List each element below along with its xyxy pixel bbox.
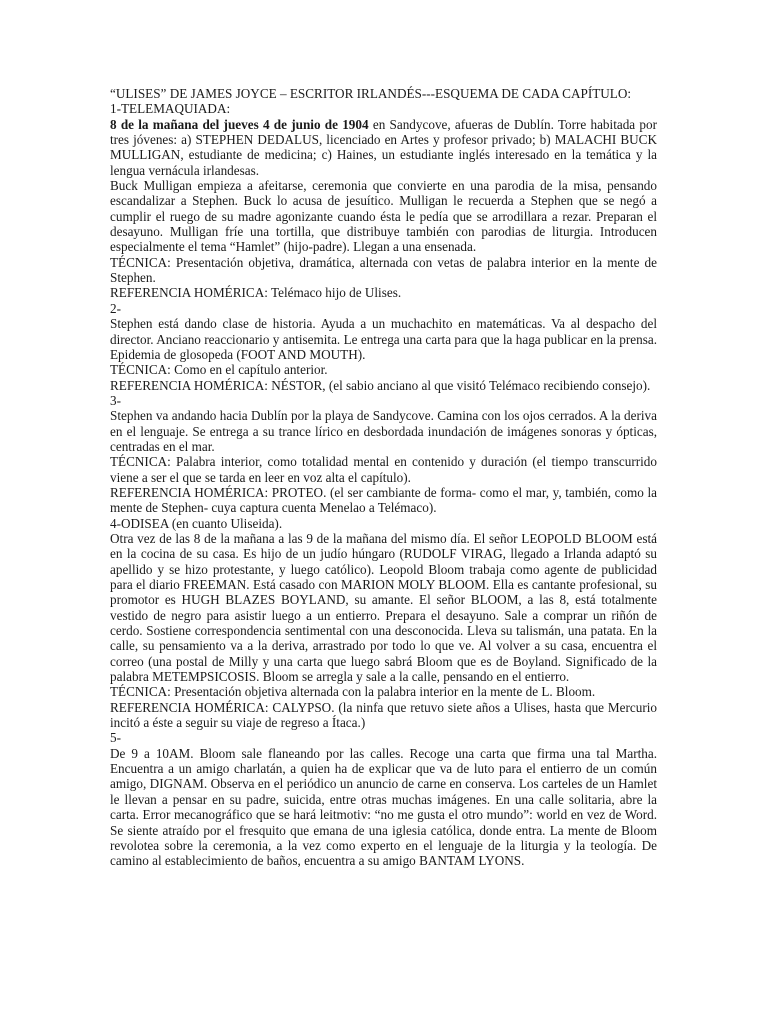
chapter-4-referencia: REFERENCIA HOMÉRICA: CALYPSO. (la ninfa que retuvo siete años a Ulises, hasta que Mercurio incitó a éste a seguir su viaje de regreso a Ítaca.) <box>110 699 657 731</box>
chapter-2-summary: Stephen está dando clase de historia. Ayuda a un muchachito en matemáticas. Va al despacho del director. Anciano reaccionario y antisemita. Le entrega una carta para que la haga publicar en la prensa. Epidemia de glosopeda (FOOT AND MOUTH). <box>110 316 657 362</box>
chapter-2-tecnica: TÉCNICA: Como en el capítulo anterior. <box>110 362 328 378</box>
document-page <box>110 86 657 869</box>
chapter-3-tecnica: TÉCNICA: Palabra interior, como totalidad mental en contenido y duración (el tiempo transcurrido viene a ser el que se tarda en leer en voz alta el capítulo). <box>110 454 657 485</box>
chapter-5-summary: De 9 a 10AM. Bloom sale flaneando por las calles. Recoge una carta que firma una tal Martha. Encuentra a un amigo charlatán, a quien ha de explicar que va de luto para el entierro de un común amigo, DIGNAM. Observa en el periódico un anuncio de carne en conserva. Los carteles de un Hamlet le llevan a pensar en su padre, suicida, entre otras muchas imágenes. En una calle solitaria, abre la carta. Error mecanográfico que se hará leitmotiv: “no me gusta el otro mundo”: world en vez de Word. Se siente atraído por el fresquito que emana de una iglesia católica, donde entra. La mente de Bloom revolotea sobre la ceremonia, a la vez como experto en el lenguaje de la liturgia y la teología. De camino al establecimiento de baños, encuentra a su amigo BANTAM LYONS. <box>110 745 657 869</box>
chapter-1-date-lead: 8 de la mañana del jueves 4 de junio de 1904 <box>110 116 369 132</box>
chapter-3-heading: 3- <box>110 392 121 408</box>
chapter-2-heading: 2- <box>110 300 121 316</box>
chapter-1-intro <box>110 117 657 178</box>
document-title: “ULISES” DE JAMES JOYCE – ESCRITOR IRLANDÉS---ESQUEMA DE CADA CAPÍTULO: <box>110 86 632 101</box>
chapter-1-tecnica: TÉCNICA: Presentación objetiva, dramática, alternada con vetas de palabra interior en la mente de Stephen. <box>110 254 657 286</box>
chapter-1-referencia: REFERENCIA HOMÉRICA: Telémaco hijo de Ulises. <box>110 285 402 301</box>
chapter-4-summary: Otra vez de las 8 de la mañana a las 9 de la mañana del mismo día. El señor LEOPOLD BLOOM está en la cocina de su casa. Es hijo de un judío húngaro (RUDOLF VIRAG, llegado a Irlanda adaptó su apellido y se hizo protestante, y luego católico). Leopold Bloom trabaja como agente de publicidad para el diario FREEMAN. Está casado con MARION MOLY BLOOM. Ella es cantante profesional, su promotor es HUGH BLAZES BOYLAND, su amante. El señor BLOOM, a las 8, está totalmente vestido de negro para asistir luego a un entierro. Prepara el desayuno. Sale a comprar un riñón de cerdo. Sostiene correspondencia sentimental con una desconocida. Lleva su talismán, una patata. En la calle, su pensamiento va a la deriva, arrastrado por todo lo que ve. Al volver a su casa, encuentra el correo (una postal de Milly y una carta que luego sabrá Bloom que es de Boyland. Significado de la palabra METEMPSICOSIS. Bloom se arregla y sale a la calle, pensando en el entierro. <box>110 530 657 685</box>
chapter-3-referencia: REFERENCIA HOMÉRICA: PROTEO. (el ser cambiante de forma- como el mar, y, también, como la mente de Stephen- cuya captura cuenta Menelao a Telémaco). <box>110 484 657 516</box>
chapter-4-heading: 4-ODISEA (en cuanto Uliseida). <box>110 515 283 531</box>
chapter-5-heading: 5- <box>110 730 121 746</box>
chapter-3-summary: Stephen va andando hacia Dublín por la playa de Sandycove. Camina con los ojos cerrados. A la deriva en el lenguaje. Se entrega a su trance lírico en desbordada inundación de imágenes sonoras y ópticas, centradas en el mar. <box>110 408 657 454</box>
chapter-4-tecnica: TÉCNICA: Presentación objetiva alternada con la palabra interior en la mente de L. Bloom. <box>110 684 596 700</box>
chapter-1-summary: Buck Mulligan empieza a afeitarse, ceremonia que convierte en una parodia de la misa, pensando escandalizar a Stephen. Buck lo acusa de jesuítico. Mulligan le recuerda a Stephen que se negó a cumplir el ruego de su madre agonizante cuando ésta le pedía que se arrodillara a rezar. Preparan el desayuno. Mulligan fríe una tortilla, que distribuye también con parodias de liturgia. Introducen especialmente el tema “Hamlet” (hijo-padre). Llegan a una ensenada. <box>110 178 657 255</box>
chapter-2-referencia: REFERENCIA HOMÉRICA: NÉSTOR, (el sabio anciano al que visitó Telémaco recibiendo consejo). <box>110 377 651 393</box>
chapter-1-heading: 1-TELEMAQUIADA: <box>110 101 231 117</box>
chapter-1-intro-text: en Sandycove, afueras de Dublín. Torre habitada por tres jóvenes: a) STEPHEN DEDALUS, licenciado en Artes y profesor privado; b) MALACHI BUCK MULLIGAN, estudiante de medicina; c) Haines, un estudiante inglés interesado en la temática y la lengua vernácula irlandesas. <box>110 116 657 178</box>
